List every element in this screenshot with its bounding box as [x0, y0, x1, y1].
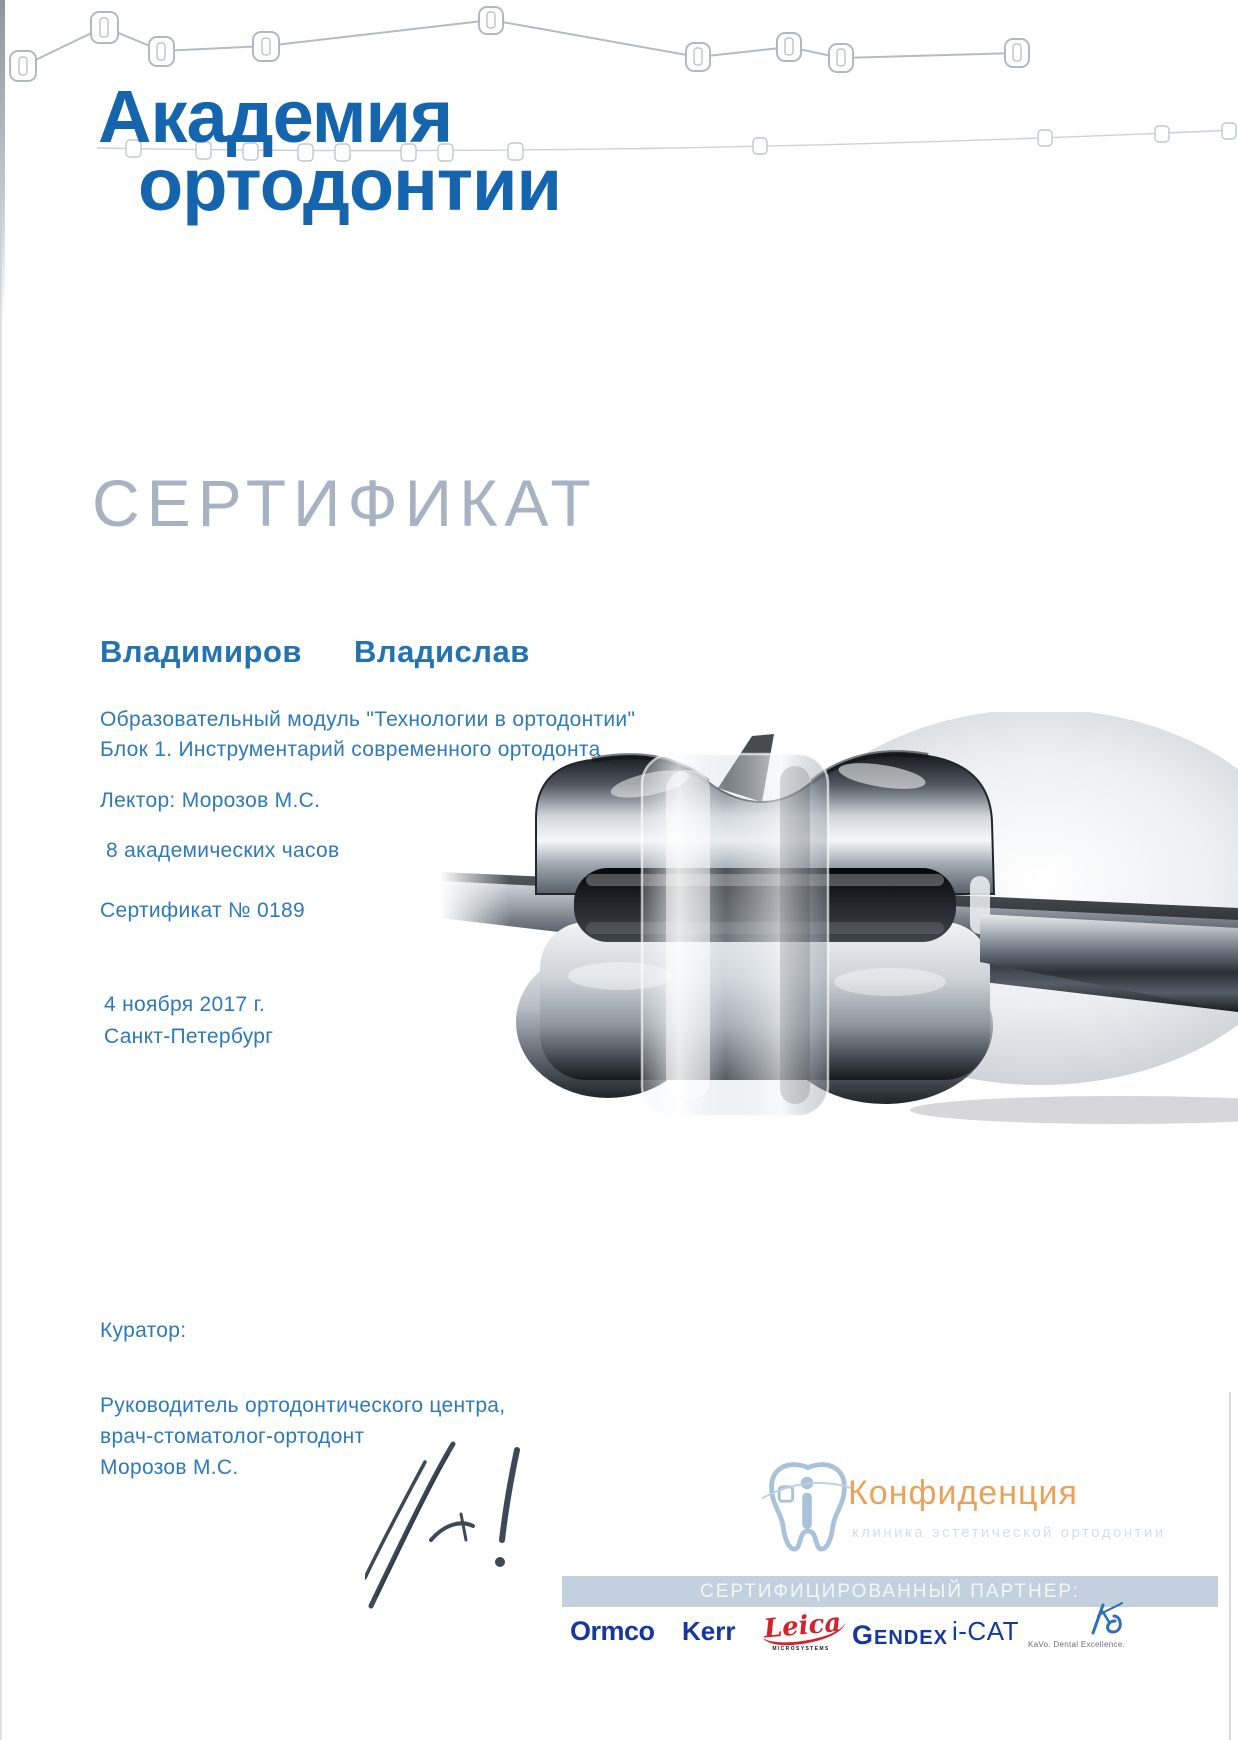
metal-orthodontic-bracket-photo	[440, 712, 1238, 1124]
certificate-number: Сертификат № 0189	[100, 899, 305, 922]
academy-logo-line2: ортодонтии	[138, 143, 562, 226]
clinic-name: Конфиденция	[848, 1474, 1078, 1512]
hours-line: 8 академических часов	[106, 839, 340, 862]
handwritten-signature	[365, 1428, 545, 1628]
tooth-with-braces-icon	[760, 1460, 856, 1552]
certificate-date: 4 ноября 2017 г.	[104, 993, 266, 1016]
scan-edge-right	[1229, 1392, 1231, 1740]
academy-logo-line1: Академия	[98, 75, 453, 158]
icat-logo: i-CAT	[952, 1616, 1020, 1646]
leica-logo	[762, 1607, 843, 1652]
gendex-logo: GENDEX	[852, 1620, 948, 1650]
curator-name: Морозов М.С.	[100, 1456, 239, 1479]
curator-label: Куратор:	[100, 1319, 187, 1342]
kerr-logo: Kerr	[682, 1616, 736, 1646]
kavo-caption: KaVo. Dental Excellence.	[1028, 1640, 1126, 1649]
leica-logo-text: Leica	[761, 1608, 848, 1647]
lecturer-line: Лектор: Морозов М.С.	[100, 789, 321, 812]
curator-position-line1: Руководитель ортодонтического центра,	[100, 1394, 506, 1417]
clinic-tagline: клиника эстетической ортодонтии	[852, 1524, 1166, 1541]
leica-logo-subtext: MICROSYSTEMS	[772, 1645, 830, 1652]
module-line1: Образовательный модуль "Технологии в ортодонтии"	[100, 708, 636, 731]
ormco-logo: Ormco	[570, 1616, 655, 1646]
recipient-last-name: Владимиров	[100, 634, 302, 669]
curator-position-line2: врач-стоматолог-ортодонт	[100, 1425, 365, 1448]
recipient-first-name: Владислав	[353, 634, 530, 669]
certified-partner-label: СЕРТИФИЦИРОВАННЫЙ ПАРТНЕР:	[700, 1580, 1080, 1602]
certificate-title: СЕРТИФИКАТ	[92, 466, 598, 540]
certificate-city: Санкт-Петербург	[104, 1025, 274, 1048]
kavo-glyph-icon	[1086, 1602, 1126, 1636]
recipient-name	[100, 634, 530, 670]
module-line2: Блок 1. Инструментарий современного ортодонта	[100, 738, 601, 761]
